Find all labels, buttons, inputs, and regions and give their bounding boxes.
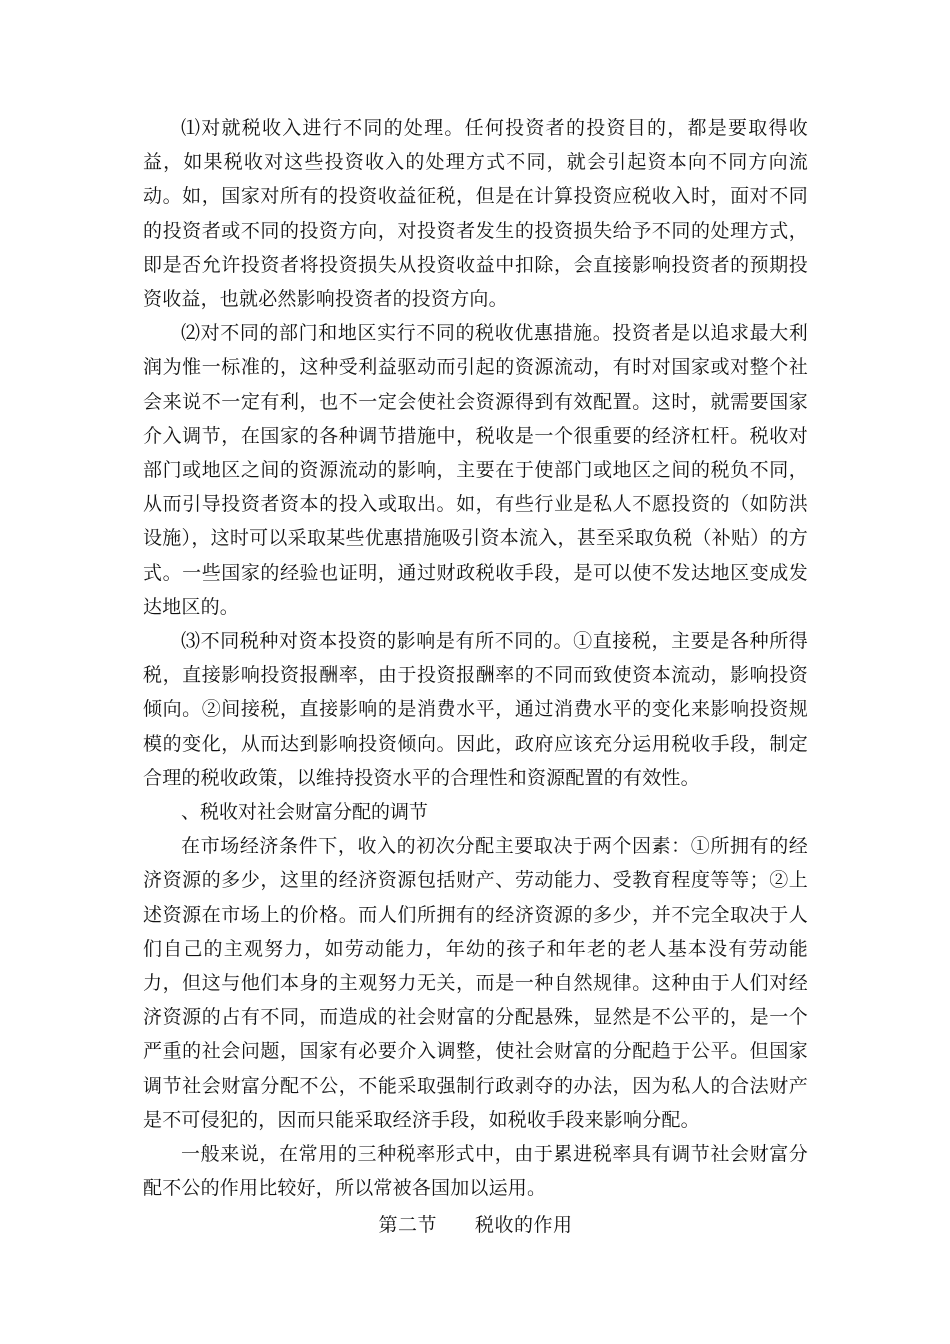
- section-title: [143, 1208, 808, 1242]
- section-name: 税收的作用: [475, 1213, 573, 1236]
- section-number: 第二节: [378, 1213, 437, 1236]
- subheading-wealth-distribution: 、税收对社会财富分配的调节: [181, 801, 429, 824]
- paragraph-investment-income-treatment: ⑴对就税收入进行不同的处理。任何投资者的投资目的，都是要取得收益，如果税收对这些投资收入的处理方式不同，就会引起资本向不同方向流动。如，国家对所有的投资收益征税，但是在计算投资应税收入时，面对不同的投资者或不同的投资方向，对投资者发生的投资损失给予不同的处理方式，即是否允许投资者将投资损失从投资收益中扣除，会直接影响投资者的预期投资收益，也就必然影响投资者的投资方向。: [143, 117, 808, 311]
- paragraph-progressive-tax-rate: 一般来说，在常用的三种税率形式中，由于累进税率具有调节社会财富分配不公的作用比较好，所以常被各国加以运用。: [143, 1143, 808, 1200]
- paragraph-regional-tax-preferences: ⑵对不同的部门和地区实行不同的税收优惠措施。投资者是以追求最大利润为惟一标准的，这种受利益驱动而引起的资源流动，有时对国家或对整个社会来说不一定有利，也不一定会使社会资源得到有效配置。这时，就需要国家介入调节，在国家的各种调节措施中，税收是一个很重要的经济杠杆。税收对部门或地区之间的资源流动的影响，主要在于使部门或地区之间的税负不同，从而引导投资者资本的投入或取出。如，有些行业是私人不愿投资的（如防洪设施），这时可以采取某些优惠措施吸引资本流入，甚至采取负税（补贴）的方式。一些国家的经验也证明，通过财政税收手段，是可以使不发达地区变成发达地区的。: [143, 322, 808, 618]
- document-page: [143, 111, 808, 1242]
- paragraph-tax-types-effect: ⑶不同税种对资本投资的影响是有所不同的。①直接税，主要是各种所得税，直接影响投资报酬率，由于投资报酬率的不同而致使资本流动，影响投资倾向。②间接税，直接影响的是消费水平，通过消费水平的变化来影响投资规模的变化，从而达到影响投资倾向。因此，政府应该充分运用税收手段，制定合理的税收政策，以维持投资水平的合理性和资源配置的有效性。: [143, 630, 808, 789]
- paragraph-market-income-distribution: 在市场经济条件下，收入的初次分配主要取决于两个因素：①所拥有的经济资源的多少，这里的经济资源包括财产、劳动能力、受教育程度等等；②上述资源在市场上的价格。而人们所拥有的经济资源的多少，并不完全取决于人们自己的主观努力，如劳动能力，年幼的孩子和年老的老人基本没有劳动能力，但这与他们本身的主观努力无关，而是一种自然规律。这种由于人们对经济资源的占有不同，而造成的社会财富的分配悬殊，显然是不公平的，是一个严重的社会问题，国家有必要介入调整，使社会财富的分配趋于公平。但国家调节社会财富分配不公，不能采取强制行政剥夺的办法，因为私人的合法财产是不可侵犯的，因而只能采取经济手段，如税收手段来影响分配。: [143, 835, 808, 1131]
